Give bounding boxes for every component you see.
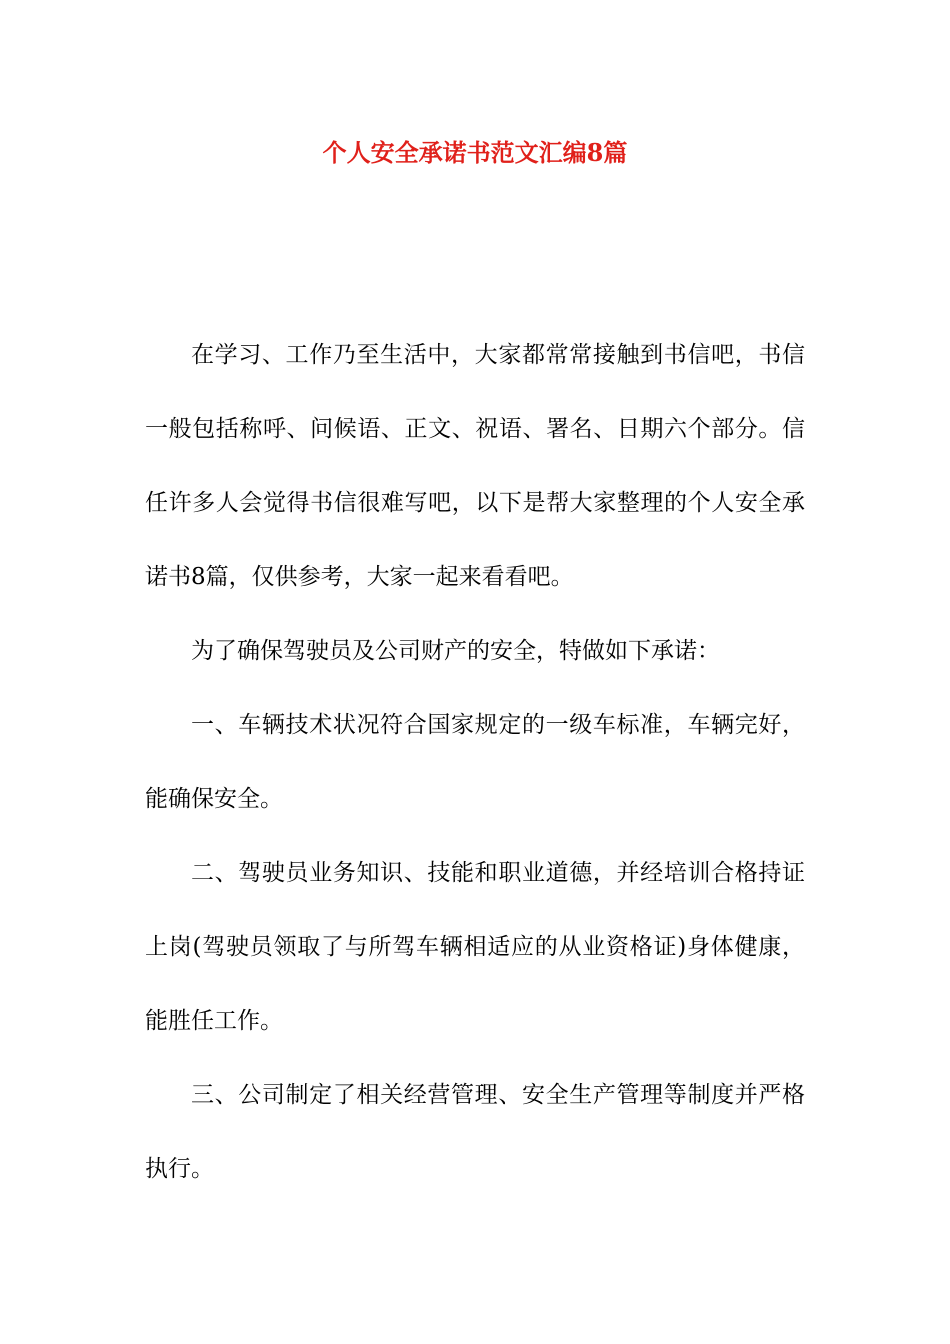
paragraph-item-3: 三、公司制定了相关经营管理、安全生产管理等制度并严格执行。 — [145, 1082, 805, 1182]
document-body — [145, 318, 805, 1206]
document-title: 个人安全承诺书范文汇编8篇 — [322, 138, 628, 167]
paragraph-intro: 在学习、工作乃至生活中，大家都常常接触到书信吧，书信一般包括称呼、问候语、正文、祝语、署名、日期六个部分。信任许多人会觉得书信很难写吧，以下是帮大家整理的个人安全承诺书8篇，仅供参考，大家一起来看看吧。 — [145, 342, 805, 590]
paragraph-item-1: 一、车辆技术状况符合国家规定的一级车标准，车辆完好，能确保安全。 — [145, 712, 805, 812]
paragraph-item-2: 二、驾驶员业务知识、技能和职业道德，并经培训合格持证上岗(驾驶员领取了与所驾车辆相适应的从业资格证)身体健康，能胜任工作。 — [145, 860, 805, 1034]
paragraph-pledge-lead: 为了确保驾驶员及公司财产的安全，特做如下承诺： — [191, 638, 720, 664]
